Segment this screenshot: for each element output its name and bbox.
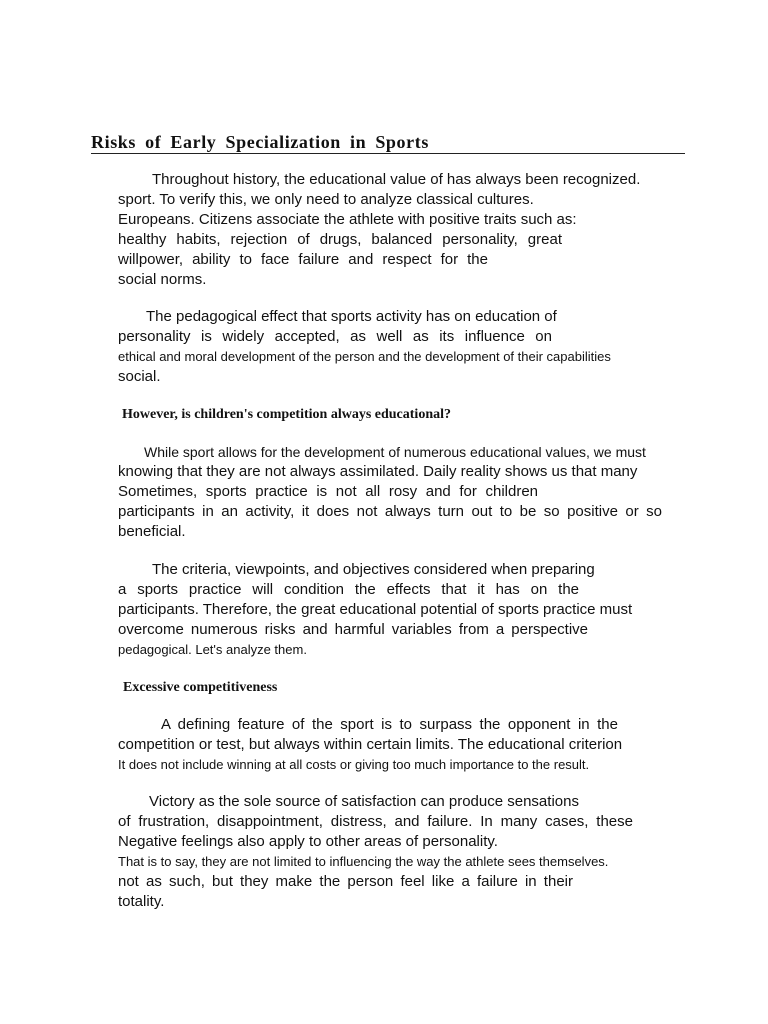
paragraph-2 [118,307,678,387]
paragraph-line: A defining feature of the sport is to surpass the opponent in the [161,716,618,733]
paragraph-line: pedagogical. Let's analyze them. [118,642,307,657]
paragraph-line: sport. To verify this, we only need to analyze classical cultures. [118,191,534,208]
paragraph-line: knowing that they are not always assimilated. Daily reality shows us that many [118,463,638,480]
paragraph-line: overcome numerous risks and harmful variables from a perspective [118,621,588,638]
document-title: Risks of Early Specialization in Sports [91,131,685,154]
paragraph-line: The pedagogical effect that sports activity has on education of [146,308,557,325]
paragraph-line: a sports practice will condition the effects that it has on the [118,581,579,598]
paragraph-line: Sometimes, sports practice is not all rosy and for children [118,483,538,500]
paragraph-5 [118,715,678,775]
paragraph-line: healthy habits, rejection of drugs, balanced personality, great [118,231,562,248]
section-heading-1: However, is children's competition always educational? [122,407,451,422]
paragraph-line: The criteria, viewpoints, and objectives considered when preparing [152,561,595,578]
paragraph-line: totality. [118,893,165,910]
paragraph-line: Victory as the sole source of satisfaction can produce sensations [149,793,579,810]
section-heading-2: Excessive competitiveness [123,680,278,695]
paragraph-4 [118,560,678,660]
paragraph-line: social. [118,368,161,385]
paragraph-line: personality is widely accepted, as well as its influence on [118,328,552,345]
paragraph-line: not as such, but they make the person feel like a failure in their [118,873,573,890]
paragraph-line: participants. Therefore, the great educational potential of sports practice must [118,601,633,618]
paragraph-line: participants in an activity, it does not always turn out to be so positive or so [118,503,662,520]
paragraph-1 [118,170,641,290]
paragraph-line: That is to say, they are not limited to influencing the way the athlete sees themselves. [118,854,609,869]
paragraph-line: beneficial. [118,523,186,540]
paragraph-line: Europeans. Citizens associate the athlete with positive traits such as: [118,211,577,228]
paragraph-line: ethical and moral development of the person and the development of their capabilities [118,349,611,364]
paragraph-6 [118,792,678,912]
paragraph-line: Throughout history, the educational value of has always been recognized. [152,171,641,188]
paragraph-line: It does not include winning at all costs or giving too much importance to the result. [118,757,590,772]
paragraph-line: social norms. [118,271,207,288]
paragraph-line: While sport allows for the development of numerous educational values, we must [144,444,646,460]
paragraph-line: of frustration, disappointment, distress, and failure. In many cases, these [118,813,633,830]
paragraph-3 [118,442,678,542]
paragraph-line: competition or test, but always within certain limits. The educational criterion [118,736,623,753]
paragraph-line: Negative feelings also apply to other areas of personality. [118,833,498,850]
paragraph-line: willpower, ability to face failure and respect for the [118,251,488,268]
